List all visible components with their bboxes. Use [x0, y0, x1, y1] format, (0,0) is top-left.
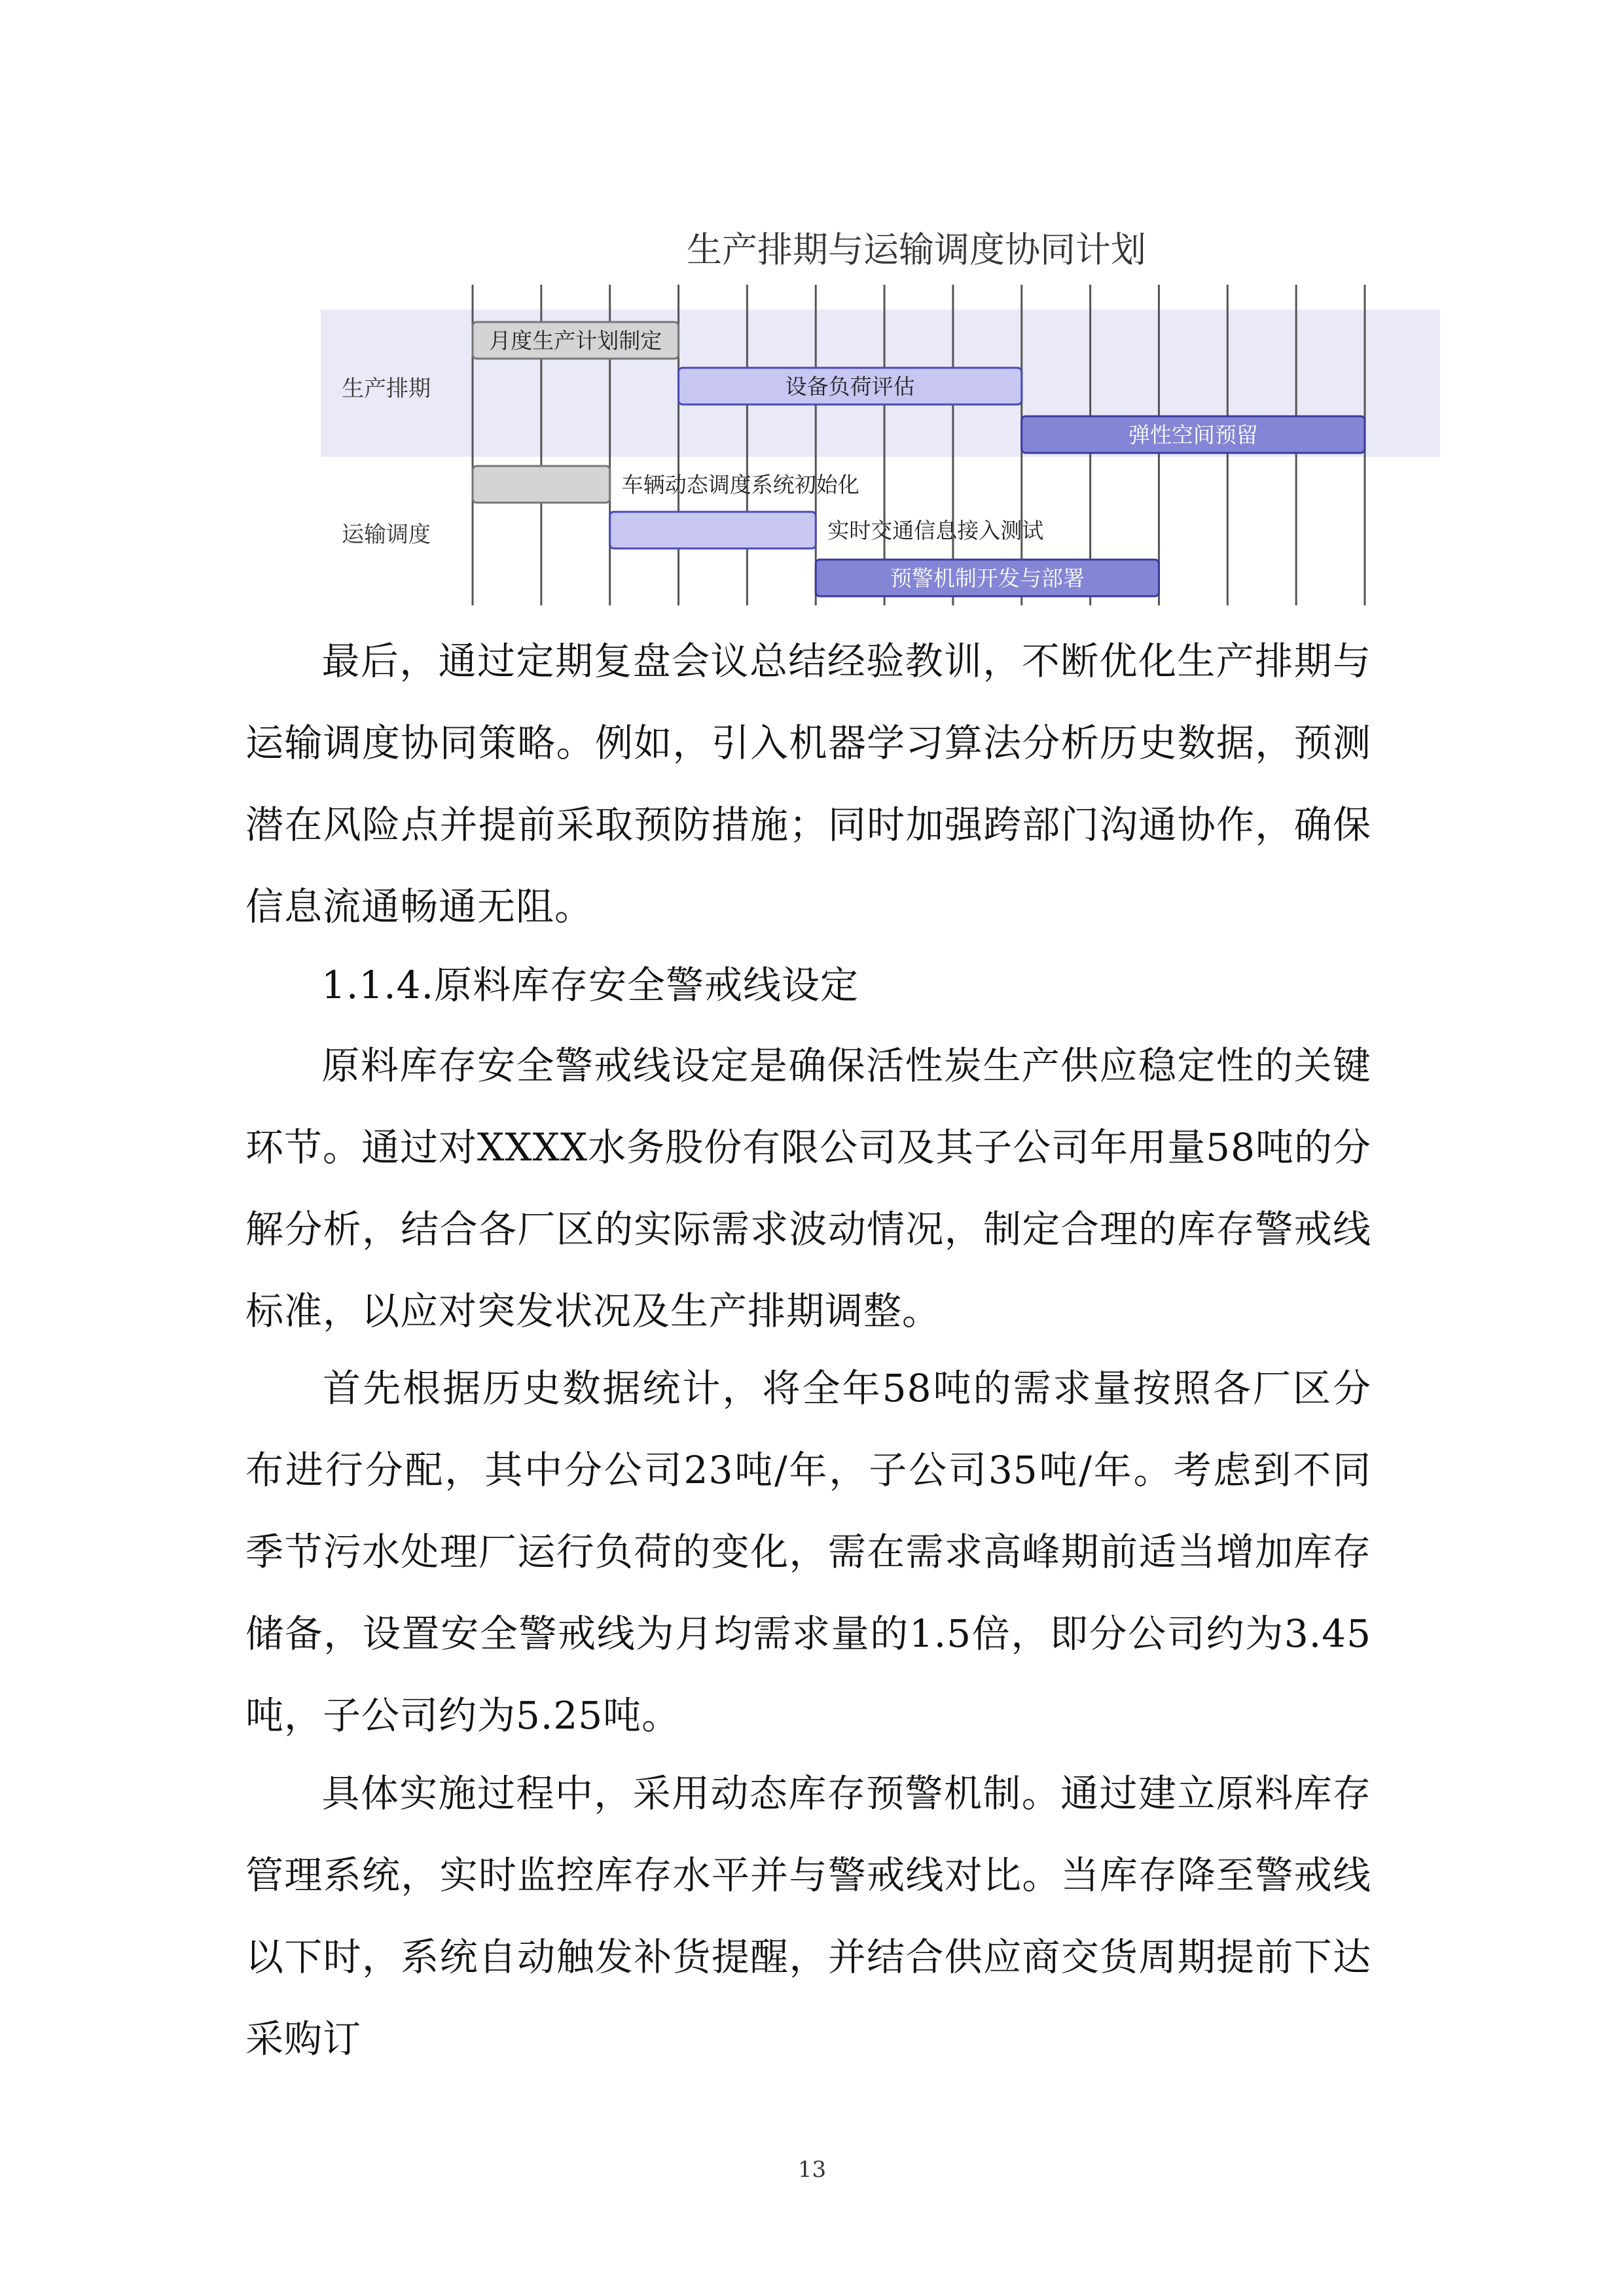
- group-label-transport: 运输调度: [342, 522, 431, 548]
- gantt-bar: [610, 512, 816, 548]
- gantt-bar-label: 弹性空间预留: [1128, 422, 1258, 448]
- page-number: 13: [797, 2157, 827, 2183]
- gantt-bar: [473, 466, 610, 503]
- paragraph-3: 首先根据历史数据统计，将全年58吨的需求量按照各厂区分布进行分配，其中分公司23吨/年，子公司35吨/年。考虑到不同季节污水处理厂运行负荷的变化，需在需求高峰期前适当增加库存储备，设置安全警戒线为月均需求量的1.5倍，即分公司约为3.45吨，子公司约为5.25吨。: [245, 1366, 1371, 1738]
- gantt-bar-label: 预警机制开发与部署: [890, 565, 1085, 591]
- section-heading: 1.1.4.原料库存安全警戒线设定: [321, 963, 859, 1007]
- paragraph-4: 具体实施过程中，采用动态库存预警机制。通过建立原料库存管理系统，实时监控库存水平并与警戒线对比。当库存降至警戒线以下时，系统自动触发补货提醒，并结合供应商交货周期提前下达采购订: [245, 1771, 1371, 2061]
- group-label-production: 生产排期: [342, 376, 431, 402]
- paragraph-2: 原料库存安全警戒线设定是确保活性炭生产供应稳定性的关键环节。通过对XXXX水务股份有限公司及其子公司年用量58吨的分解分析，结合各厂区的实际需求波动情况，制定合理的库存警戒线标准，以应对突发状况及生产排期调整。: [245, 1043, 1371, 1333]
- gantt-bar-label: 实时交通信息接入测试: [827, 518, 1044, 543]
- chart-title: 生产排期与运输调度协同计划: [687, 229, 1146, 270]
- gantt-bar-label: 车辆动态调度系统初始化: [621, 472, 859, 497]
- gantt-bar-label: 设备负荷评估: [785, 374, 915, 399]
- gantt-bar-label: 月度生产计划制定: [489, 328, 662, 353]
- paragraph-1: 最后，通过定期复盘会议总结经验教训，不断优化生产排期与运输调度协同策略。例如，引入机器学习算法分析历史数据，预测潜在风险点并提前采取预防措施；同时加强跨部门沟通协作，确保信息流通畅通无阻。: [245, 639, 1371, 929]
- gantt-chart: [0, 0, 1624, 628]
